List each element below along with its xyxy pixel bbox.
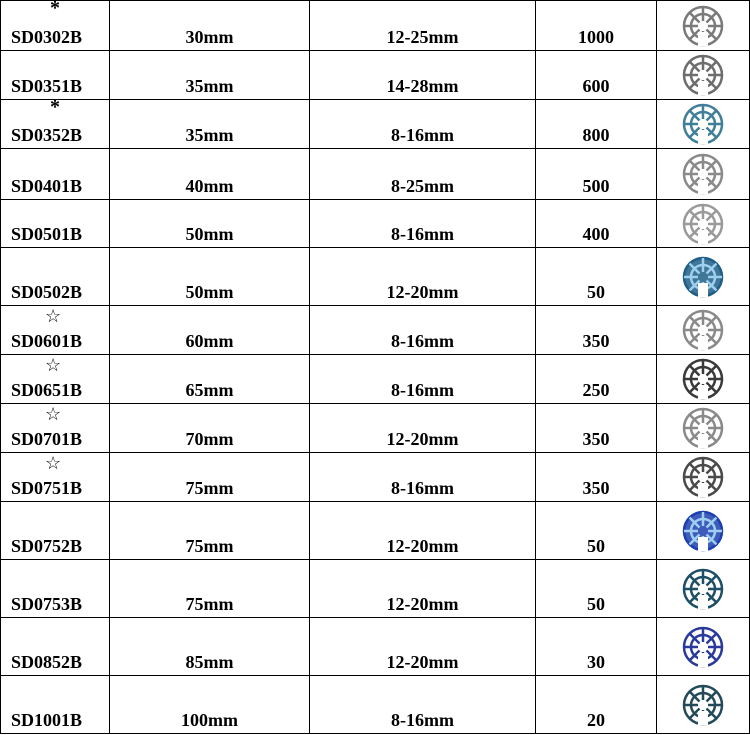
cover-height: 60mm (185, 331, 234, 351)
product-code-cell (1, 453, 110, 502)
product-image-cell (657, 404, 750, 453)
cover-height-cell (110, 306, 310, 355)
product-image-cell (657, 560, 750, 618)
pack-quantity-cell (536, 676, 657, 734)
cover-height-cell (110, 51, 310, 100)
bar-diameter-range: 14-28mm (386, 76, 459, 96)
pack-quantity-cell (536, 1, 657, 51)
pack-quantity-cell (536, 306, 657, 355)
cover-height: 75mm (185, 536, 234, 556)
pack-quantity: 1000 (578, 27, 614, 47)
product-code: SD0753B (11, 594, 83, 614)
product-image-cell (657, 355, 750, 404)
product-image-cell (657, 618, 750, 676)
bar-diameter-range-cell (310, 453, 536, 502)
cover-height: 70mm (185, 429, 234, 449)
product-image-cell (657, 51, 750, 100)
bar-diameter-range-cell (310, 560, 536, 618)
asterisk-mark: * (50, 0, 60, 19)
product-code-cell (1, 560, 110, 618)
pack-quantity-cell (536, 51, 657, 100)
product-code-cell (1, 200, 110, 248)
product-image-cell (657, 453, 750, 502)
star-mark: ☆ (45, 355, 62, 375)
cover-height: 50mm (185, 224, 234, 244)
bar-diameter-range-cell (310, 618, 536, 676)
product-code: SD1001B (11, 710, 83, 730)
cover-height: 100mm (181, 710, 238, 730)
product-image-cell (657, 1, 750, 51)
pack-quantity-cell (536, 453, 657, 502)
pack-quantity: 500 (582, 176, 610, 196)
table-row (1, 200, 750, 248)
bar-diameter-range: 12-20mm (386, 652, 459, 672)
asterisk-mark: * (50, 96, 60, 118)
table-row (1, 560, 750, 618)
product-code-cell (1, 404, 110, 453)
product-code-cell (1, 248, 110, 306)
product-code: SD0601B (11, 331, 83, 351)
pack-quantity: 400 (582, 224, 610, 244)
table-row (1, 404, 750, 453)
bar-diameter-range: 8-25mm (391, 176, 454, 196)
star-mark: ☆ (45, 404, 62, 424)
cover-height-cell (110, 560, 310, 618)
pack-quantity: 50 (587, 536, 605, 556)
spacer-wheel-icon (680, 308, 726, 352)
product-image-cell (657, 306, 750, 355)
product-image-cell (657, 149, 750, 200)
bar-diameter-range: 8-16mm (391, 380, 454, 400)
bar-diameter-range-cell (310, 306, 536, 355)
product-image-cell (657, 200, 750, 248)
cover-height: 75mm (185, 594, 234, 614)
product-table-body (1, 1, 750, 734)
pack-quantity-cell (536, 618, 657, 676)
cover-height-cell (110, 248, 310, 306)
table-row (1, 51, 750, 100)
spacer-wheel-icon (680, 255, 726, 299)
product-code-cell (1, 96, 110, 149)
spacer-wheel-icon (680, 152, 726, 196)
bar-diameter-range-cell (310, 200, 536, 248)
pack-quantity: 350 (582, 429, 610, 449)
product-code-cell (1, 676, 110, 734)
pack-quantity: 50 (587, 594, 605, 614)
cover-height: 40mm (185, 176, 234, 196)
star-mark: ☆ (45, 453, 62, 473)
cover-height-cell (110, 200, 310, 248)
spacer-wheel-icon (680, 53, 726, 97)
product-code-cell (1, 618, 110, 676)
table-row (1, 248, 750, 306)
cover-height-cell (110, 618, 310, 676)
pack-quantity: 800 (582, 125, 610, 145)
product-code: SD0751B (11, 478, 83, 498)
pack-quantity: 250 (582, 380, 610, 400)
product-code-cell (1, 51, 110, 100)
table-row (1, 676, 750, 734)
pack-quantity: 30 (587, 652, 605, 672)
spacer-wheel-icon (680, 509, 726, 553)
spacer-wheel-icon (680, 625, 726, 669)
product-code: SD0302B (11, 27, 83, 47)
bar-diameter-range-cell (310, 100, 536, 149)
cover-height-cell (110, 100, 310, 149)
bar-diameter-range-cell (310, 1, 536, 51)
spacer-wheel-icon (680, 683, 726, 727)
cover-height: 65mm (185, 380, 234, 400)
table-row (1, 618, 750, 676)
pack-quantity: 350 (582, 478, 610, 498)
pack-quantity-cell (536, 100, 657, 149)
cover-height-cell (110, 404, 310, 453)
bar-diameter-range: 12-20mm (386, 282, 459, 302)
cover-height: 35mm (185, 125, 234, 145)
product-code-cell (1, 1, 110, 51)
cover-height-cell (110, 149, 310, 200)
product-image-cell (657, 676, 750, 734)
cover-height-cell (110, 676, 310, 734)
cover-height: 85mm (185, 652, 234, 672)
bar-diameter-range: 8-16mm (391, 125, 454, 145)
pack-quantity-cell (536, 248, 657, 306)
cover-height: 35mm (185, 76, 234, 96)
cover-height-cell (110, 453, 310, 502)
product-code-cell (1, 355, 110, 404)
bar-diameter-range: 12-20mm (386, 594, 459, 614)
product-code-cell (1, 306, 110, 355)
pack-quantity-cell (536, 560, 657, 618)
product-code: SD0752B (11, 536, 83, 556)
table-row (1, 100, 750, 149)
spacer-wheel-icon (680, 102, 726, 146)
spacer-wheel-icon (680, 406, 726, 450)
pack-quantity: 50 (587, 282, 605, 302)
pack-quantity-cell (536, 149, 657, 200)
cover-height-cell (110, 355, 310, 404)
pack-quantity: 20 (587, 710, 605, 730)
bar-diameter-range-cell (310, 149, 536, 200)
product-code: SD0651B (11, 380, 83, 400)
bar-diameter-range-cell (310, 502, 536, 560)
bar-diameter-range-cell (310, 404, 536, 453)
bar-diameter-range: 12-20mm (386, 536, 459, 556)
spacer-wheel-icon (680, 567, 726, 611)
product-code: SD0352B (11, 125, 83, 145)
product-code-cell (1, 502, 110, 560)
spacer-wheel-icon (680, 455, 726, 499)
bar-diameter-range: 12-25mm (386, 27, 459, 47)
pack-quantity: 600 (582, 76, 610, 96)
table-row (1, 306, 750, 355)
product-image-cell (657, 100, 750, 149)
bar-diameter-range: 8-16mm (391, 478, 454, 498)
product-image-cell (657, 248, 750, 306)
product-code: SD0501B (11, 224, 83, 244)
table-row (1, 149, 750, 200)
table-row (1, 1, 750, 51)
pack-quantity-cell (536, 355, 657, 404)
bar-diameter-range: 8-16mm (391, 224, 454, 244)
pack-quantity: 350 (582, 331, 610, 351)
pack-quantity-cell (536, 404, 657, 453)
cover-height-cell (110, 502, 310, 560)
bar-diameter-range-cell (310, 676, 536, 734)
spacer-wheel-icon (680, 202, 726, 246)
product-code: SD0351B (11, 76, 83, 96)
cover-height: 75mm (185, 478, 234, 498)
star-mark: ☆ (45, 306, 62, 326)
cover-height-cell (110, 1, 310, 51)
bar-diameter-range: 8-16mm (391, 710, 454, 730)
product-code: SD0502B (11, 282, 83, 302)
spacer-wheel-icon (680, 4, 726, 48)
product-image-cell (657, 502, 750, 560)
table-row (1, 502, 750, 560)
bar-diameter-range-cell (310, 355, 536, 404)
table-row (1, 355, 750, 404)
product-code: SD0701B (11, 429, 83, 449)
bar-diameter-range: 8-16mm (391, 331, 454, 351)
pack-quantity-cell (536, 502, 657, 560)
product-code: SD0852B (11, 652, 83, 672)
bar-diameter-range: 12-20mm (386, 429, 459, 449)
pack-quantity-cell (536, 200, 657, 248)
cover-height: 50mm (185, 282, 234, 302)
product-code-cell (1, 149, 110, 200)
spacer-wheel-icon (680, 357, 726, 401)
table-row (1, 453, 750, 502)
bar-diameter-range-cell (310, 51, 536, 100)
bar-diameter-range-cell (310, 248, 536, 306)
cover-height: 30mm (185, 27, 234, 47)
product-code: SD0401B (11, 176, 83, 196)
